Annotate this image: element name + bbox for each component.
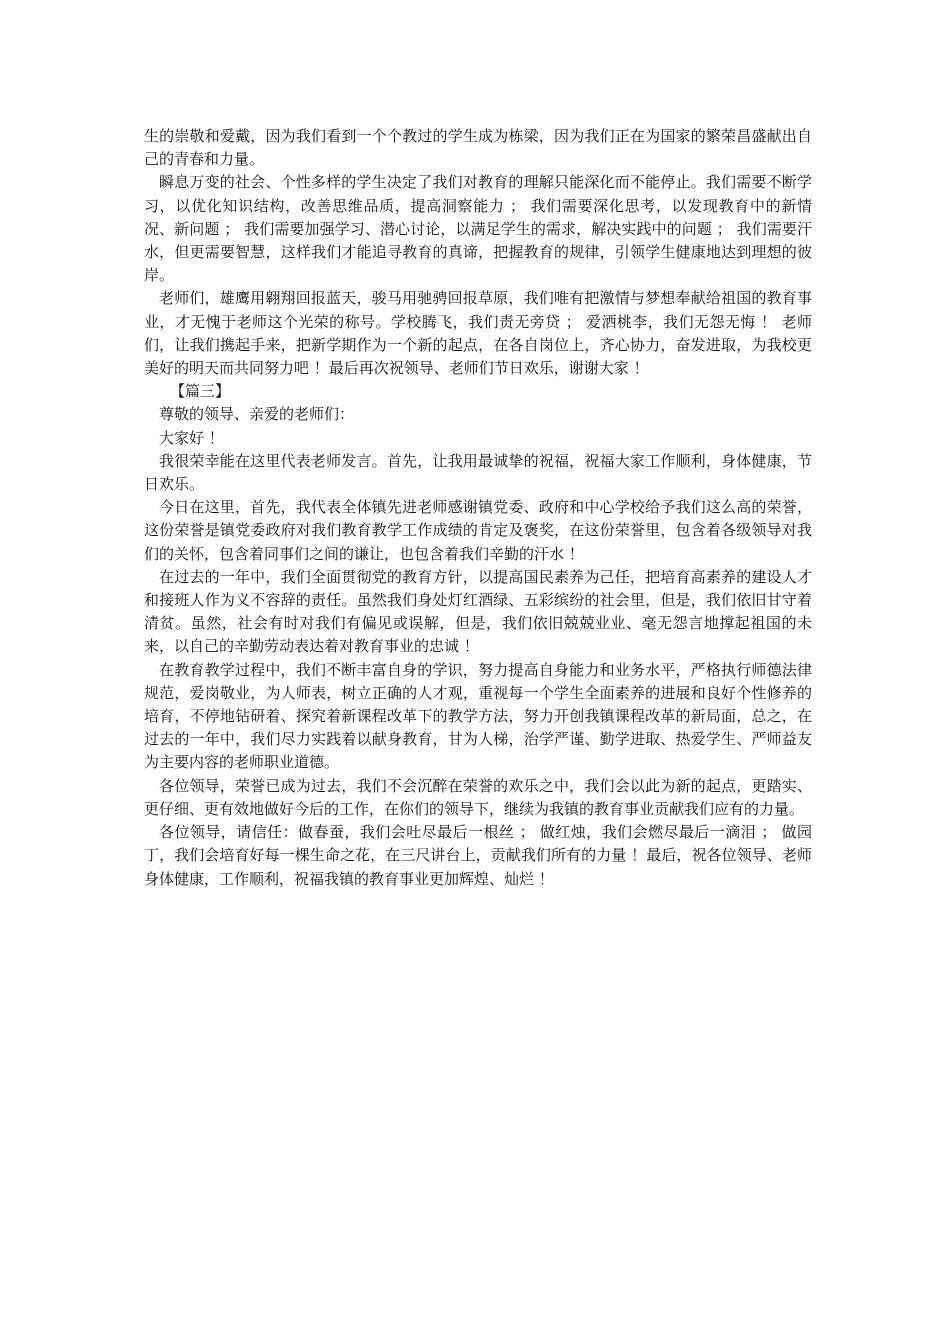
document-page bbox=[144, 125, 812, 891]
paragraph: 各位领导，请信任：做春蚕，我们会吐尽最后一根丝 ； 做红烛，我们会燃尽最后一滴泪 ； 做园丁，我们会培育好每一棵生命之花，在三尺讲台上，贡献我们所有的力量 ！最后，祝各位领导、老师身体健康，工作顺利，祝福我镇的教育事业更加辉煌、灿烂 ！ bbox=[144, 823, 812, 888]
greeting: 大家好 ！ bbox=[159, 428, 224, 447]
paragraph: 在教育教学过程中，我们不断丰富自身的学识，努力提高自身能力和业务水平，严格执行师德法律规范，爱岗敬业，为人师表，树立正确的人才观，重视每一个学生全面素养的进展和良好个性修养的培育，不停地钻研着、探究着新课程改革下的教学方法，努力开创我镇课程改革的新局面，总之，在过去的一年中，我们尽力实践着以献身教育，甘为人梯，治学严谨、勤学进取、热爱学生、严师益友为主要内容的老师职业道德。 bbox=[144, 660, 812, 772]
salutation: 尊敬的领导、亲爱的老师们： bbox=[159, 405, 355, 424]
paragraph: 瞬息万变的社会、个性多样的学生决定了我们对教育的理解只能深化而不能停止。我们需要不断学习，以优化知识结构，改善思维品质，提高洞察能力 ； 我们需要深化思考，以发现教育中的新情况、新问题 ； 我们需要加强学习、潜心讨论，以满足学生的需求，解决实践中的问题 ； 我们需要汗水，但更需要智慧，这样我们才能追寻教育的真谛，把握教育的规律，引领学生健康地达到理想的彼岸。 bbox=[144, 173, 812, 285]
paragraph: 在过去的一年中，我们全面贯彻党的教育方针，以提高国民素养为己任，把培育高素养的建设人才和接班人作为义不容辞的责任。虽然我们身处灯红酒绿、五彩缤纷的社会里，但是，我们依旧甘守着清贫。虽然，社会有时对我们有偏见或误解，但是，我们依旧兢兢业业、毫无怨言地撑起祖国的未来，以自己的辛勤劳动表达着对教育事业的忠诚 ！ bbox=[144, 567, 812, 656]
paragraph-continued: 生的崇敬和爱戴，因为我们看到一个个教过的学生成为栋梁，因为我们正在为国家的繁荣昌盛献出自己的青春和力量。 bbox=[144, 127, 812, 169]
paragraph: 各位领导，荣誉已成为过去，我们不会沉醉在荣誉的欢乐之中，我们会以此为新的起点，更踏实、更仔细、更有效地做好今后的工作，在你们的领导下，继续为我镇的教育事业贡献我们应有的力量。 bbox=[144, 776, 812, 818]
paragraph: 老师们，雄鹰用翱翔回报蓝天，骏马用驰骋回报草原，我们唯有把激情与梦想奉献给祖国的教育事业，才无愧于老师这个光荣的称号。学校腾飞，我们责无旁贷 ； 爱洒桃李，我们无怨无悔 ！ 老师们，让我们携起手来，把新学期作为一个新的起点，在各自岗位上，齐心协力，奋发进取，为我校更美好的明天而共同努力吧 ！最后再次祝领导、老师们节日欢乐，谢谢大家 ！ bbox=[144, 289, 812, 378]
paragraph: 我很荣幸能在这里代表老师发言。首先，让我用最诚挚的祝福，祝福大家工作顺利，身体健康，节日欢乐。 bbox=[144, 451, 812, 494]
paragraph: 今日在这里，首先，我代表全体镇先进老师感谢镇党委、政府和中心学校给予我们这么高的荣誉，这份荣誉是镇党委政府对我们教育教学工作成绩的肯定及褒奖，在这份荣誉里，包含着各级领导对我们的关怀，包含着同事们之间的谦让，也包含着我们辛勤的汗水 ！ bbox=[144, 498, 812, 563]
section-heading: 【篇三】 bbox=[170, 382, 231, 401]
